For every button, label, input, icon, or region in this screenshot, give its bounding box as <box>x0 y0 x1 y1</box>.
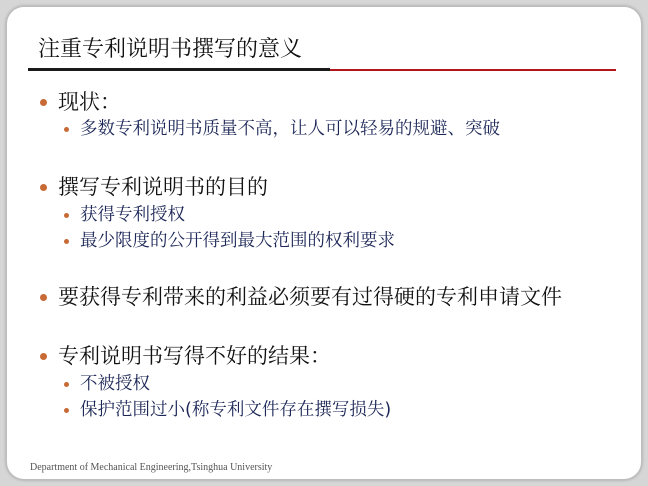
bullet-text: 不被授权 <box>80 374 150 394</box>
title-underline-dark <box>28 68 330 71</box>
slide-footer: Department of Mechanical Engineering,Tsinghua University <box>30 462 273 473</box>
bullet-text: 要获得专利带来的利益必须要有过得硬的专利申请文件 <box>58 285 562 309</box>
title-underline-accent <box>330 69 616 71</box>
bullet-level1-consequences <box>40 343 331 369</box>
bullet-dot-icon <box>40 184 47 191</box>
bullet-text: 保护范围过小(称专利文件存在撰写损失) <box>80 400 392 420</box>
bullet-dot-icon <box>64 408 69 413</box>
bullet-dot-icon <box>40 99 47 106</box>
bullet-text: 获得专利授权 <box>80 205 185 225</box>
bullet-level1-benefit <box>40 284 562 310</box>
bullet-text: 撰写专利说明书的目的 <box>58 175 268 199</box>
bullet-dot-icon <box>40 294 47 301</box>
bullet-text: 现状： <box>58 90 121 114</box>
bullet-level2-item <box>64 230 395 252</box>
slide-title: 注重专利说明书撰写的意义 <box>38 37 303 62</box>
bullet-dot-icon <box>64 239 69 244</box>
bullet-level1-purpose <box>40 174 268 200</box>
bullet-dot-icon <box>64 213 69 218</box>
bullet-level2-item <box>64 373 150 395</box>
bullet-dot-icon <box>64 127 69 132</box>
bullet-level2-item <box>64 399 391 421</box>
bullet-dot-icon <box>64 382 69 387</box>
bullet-text: 最少限度的公开得到最大范围的权利要求 <box>80 231 395 251</box>
bullet-text: 多数专利说明书质量不高，让人可以轻易的规避、突破 <box>80 119 500 139</box>
bullet-level2-item <box>64 118 500 140</box>
bullet-level1-current-status <box>40 89 121 115</box>
bullet-level2-item <box>64 204 185 226</box>
bullet-text: 专利说明书写得不好的结果： <box>58 344 331 368</box>
bullet-dot-icon <box>40 353 47 360</box>
